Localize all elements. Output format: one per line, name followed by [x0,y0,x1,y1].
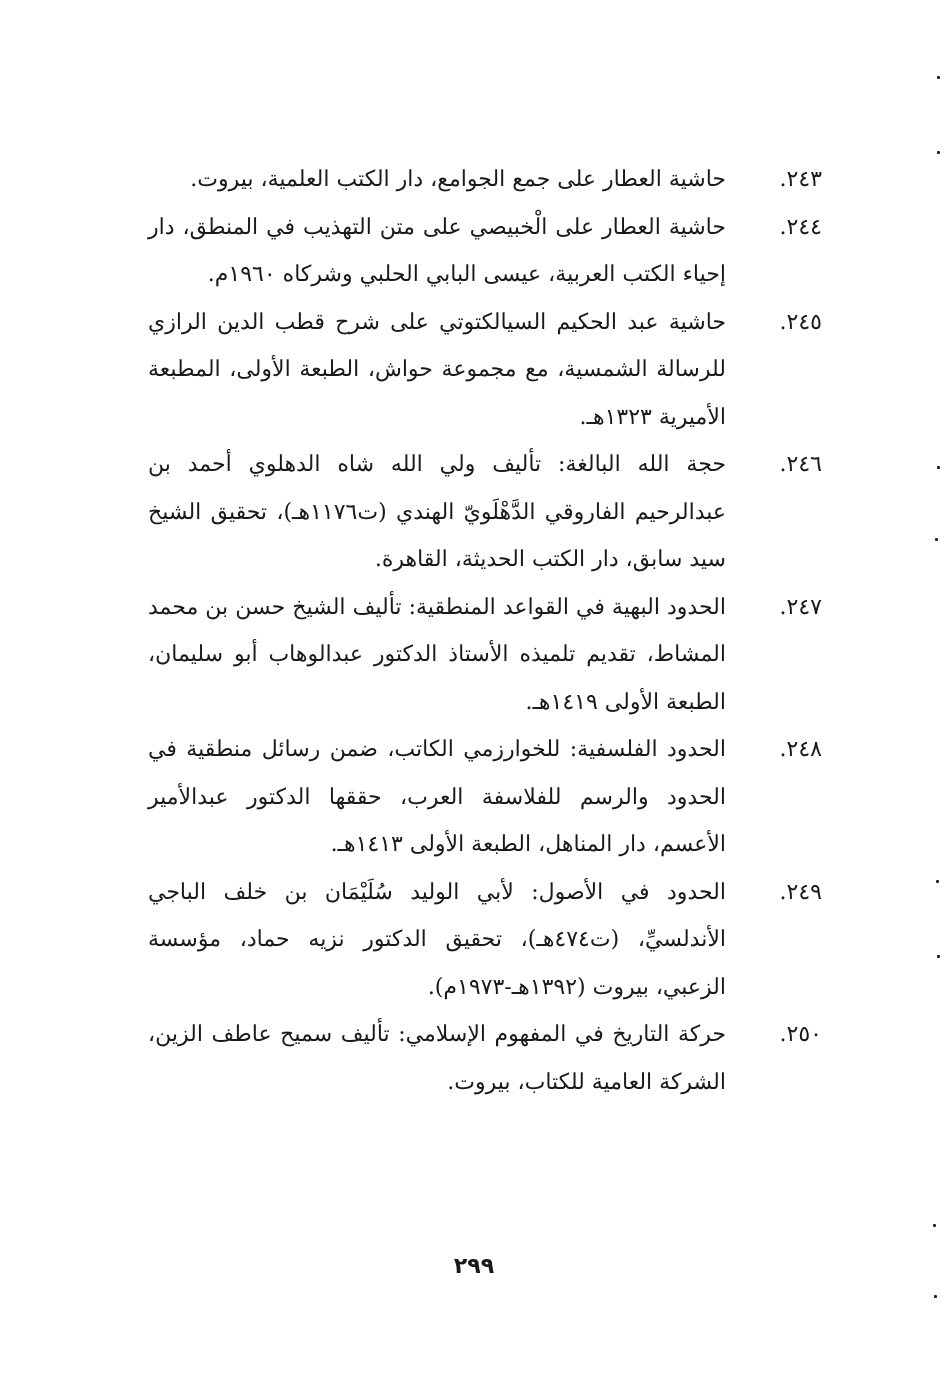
entry-text: حجة الله البالغة: تأليف ولي الله شاه الدهلوي أحمد بن عبدالرحيم الفاروقي الدَّهْلَويّ الهندي (ت١١٧٦هـ)، تحقيق الشيخ سيد سابق، دار الكتب الحديثة، القاهرة. [148,452,727,572]
entry-number: ٢٤٣. [779,167,822,192]
bibliography-entry [148,299,822,442]
page-number: ٢٩٩ [453,1254,495,1279]
scan-speck [934,1295,937,1298]
scan-speck [937,76,940,79]
bibliography-entry [148,726,822,869]
scan-speck [935,538,938,541]
bibliography-entry [148,204,822,299]
entry-number: ٢٤٧. [779,594,822,620]
bibliography-list [148,156,822,1106]
scan-speck [937,955,940,958]
entry-number: ٢٤٤. [779,214,822,240]
entry-text: حاشية العطار على الْخبيصي على متن التهذيب في المنطق، دار إحياء الكتب العربية، عيسى البابي الحلبي وشركاه ١٩٦٠م. [148,214,726,287]
scan-speck [937,466,940,469]
entry-number: ٢٤٦. [779,452,822,477]
entry-text: الحدود الفلسفية: للخوارزمي الكاتب، ضمن رسائل منطقية في الحدود والرسم للفلاسفة العرب، حققها الدكتور عبدالأمير الأعسم، دار المناهل، الطبعة الأولى ١٤١٣هـ. [148,737,726,857]
bibliography-entry [148,441,822,584]
bibliography-entry [148,156,822,204]
entry-number: ٢٤٥. [779,309,822,335]
scan-speck [933,1224,936,1227]
scan-speck [937,151,940,154]
entry-number: ٢٥٠. [779,1022,822,1047]
entry-number: ٢٤٩. [779,879,822,905]
entry-text: حركة التاريخ في المفهوم الإسلامي: تأليف سميح عاطف الزين، الشركة العامية للكتاب، بيروت. [148,1022,726,1095]
scan-speck [936,880,939,883]
bibliography-entry [148,1011,822,1106]
entry-text: الحدود في الأصول: لأبي الوليد سُلَيْمَان بن خلف الباجي الأندلسيِّ، (ت٤٧٤هـ)، تحقيق الدكتور نزيه حماد، مؤسسة الزعبي، بيروت (١٣٩٢هـ-١٩٧٣م). [148,879,727,1000]
entry-number: ٢٤٨. [779,737,822,762]
entry-text: الحدود البهية في القواعد المنطقية: تأليف الشيخ حسن بن محمد المشاط، تقديم تلميذه الأستاذ الدكتور عبدالوهاب أبو سليمان، الطبعة الأولى ١٤١٩هـ. [148,594,726,715]
entry-text: حاشية عبد الحكيم السيالكتوتي على شرح قطب الدين الرازي للرسالة الشمسية، مع مجموعة حواش، الطبعة الأولى، المطبعة الأميرية ١٣٢٣هـ. [148,309,726,430]
bibliography-entry [148,584,822,727]
bibliography-entry [148,869,822,1012]
entry-text: حاشية العطار على جمع الجوامع، دار الكتب العلمية، بيروت. [190,167,726,192]
